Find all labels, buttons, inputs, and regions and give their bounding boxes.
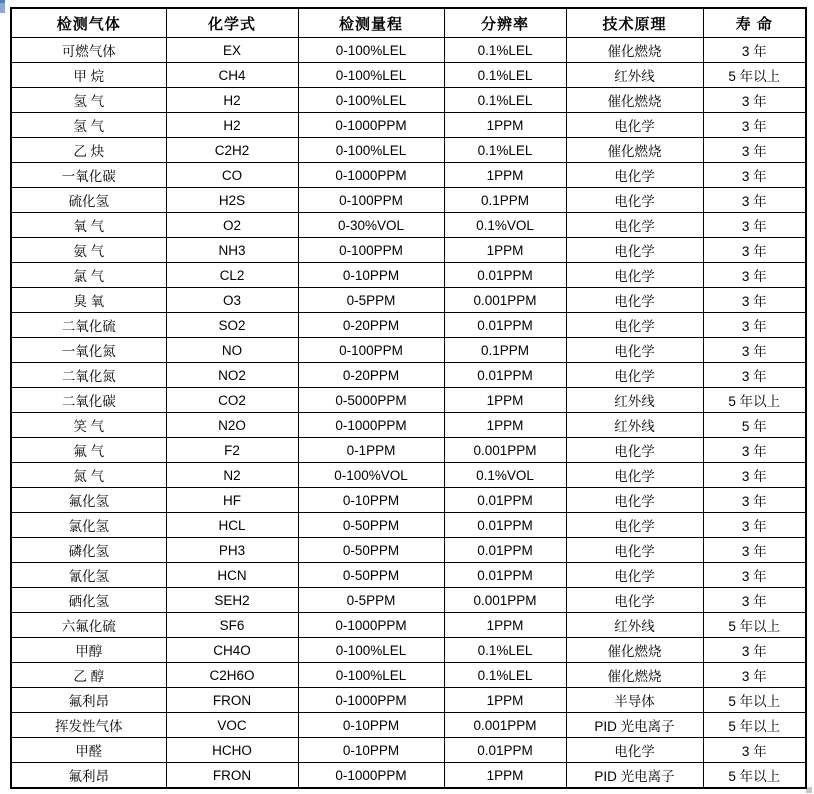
resolution-cell: 0.01PPM [444, 263, 566, 288]
gas-name-cell: 二氧化硫 [11, 313, 166, 338]
lifespan-cell: 5 年以上 [703, 688, 806, 713]
table-row [11, 563, 806, 588]
gas-name-cell: 可燃气体 [11, 38, 166, 63]
table-row [11, 438, 806, 463]
detection-range-cell: 0-50PPM [298, 513, 444, 538]
table-row [11, 388, 806, 413]
chemical-formula-cell: CH4 [166, 63, 298, 88]
lifespan-cell: 3 年 [703, 538, 806, 563]
gas-name-cell: 臭 氧 [11, 288, 166, 313]
gas-name-cell: 氯化氢 [11, 513, 166, 538]
gas-name-cell: 氮 气 [11, 463, 166, 488]
technology-principle-cell: 半导体 [566, 688, 703, 713]
lifespan-cell: 3 年 [703, 263, 806, 288]
chemical-formula-cell: NO [166, 338, 298, 363]
lifespan-cell: 3 年 [703, 638, 806, 663]
lifespan-cell: 3 年 [703, 338, 806, 363]
lifespan-cell: 3 年 [703, 363, 806, 388]
gas-name-cell: 一氧化碳 [11, 163, 166, 188]
chemical-formula-cell: PH3 [166, 538, 298, 563]
table-row [11, 113, 806, 138]
chemical-formula-cell: C2H2 [166, 138, 298, 163]
resolution-cell: 0.01PPM [444, 363, 566, 388]
technology-principle-cell: 电化学 [566, 588, 703, 613]
table-row [11, 188, 806, 213]
table-row [11, 363, 806, 388]
gas-name-cell: 挥发性气体 [11, 713, 166, 738]
technology-principle-cell: 红外线 [566, 413, 703, 438]
table-row [11, 238, 806, 263]
chemical-formula-cell: HCN [166, 563, 298, 588]
detection-range-cell: 0-100%LEL [298, 638, 444, 663]
header-resolution: 分辨率 [444, 8, 566, 38]
header-gas-name: 检测气体 [11, 8, 166, 38]
gas-name-cell: 硫化氢 [11, 188, 166, 213]
detection-range-cell: 0-5000PPM [298, 388, 444, 413]
gas-name-cell: 磷化氢 [11, 538, 166, 563]
gas-name-cell: 氢 气 [11, 88, 166, 113]
chemical-formula-cell: N2 [166, 463, 298, 488]
chemical-formula-cell: HCHO [166, 738, 298, 763]
chemical-formula-cell: C2H6O [166, 663, 298, 688]
lifespan-cell: 5 年以上 [703, 763, 806, 789]
gas-name-cell: 甲醇 [11, 638, 166, 663]
table-row [11, 638, 806, 663]
gas-name-cell: 甲 烷 [11, 63, 166, 88]
technology-principle-cell: 红外线 [566, 63, 703, 88]
table-row [11, 588, 806, 613]
detection-range-cell: 0-100PPM [298, 188, 444, 213]
header-chemical-formula: 化学式 [166, 8, 298, 38]
detection-range-cell: 0-100%LEL [298, 38, 444, 63]
resolution-cell: 0.1%LEL [444, 88, 566, 113]
technology-principle-cell: 催化燃烧 [566, 663, 703, 688]
table-row [11, 738, 806, 763]
chemical-formula-cell: CH4O [166, 638, 298, 663]
header-technology-principle: 技术原理 [566, 8, 703, 38]
detection-range-cell: 0-10PPM [298, 488, 444, 513]
table-row [11, 413, 806, 438]
table-row [11, 263, 806, 288]
detection-range-cell: 0-5PPM [298, 288, 444, 313]
lifespan-cell: 3 年 [703, 738, 806, 763]
gas-name-cell: 笑 气 [11, 413, 166, 438]
lifespan-cell: 3 年 [703, 313, 806, 338]
resolution-cell: 0.001PPM [444, 438, 566, 463]
table-row [11, 713, 806, 738]
table-row [11, 688, 806, 713]
lifespan-cell: 3 年 [703, 113, 806, 138]
table-row [11, 538, 806, 563]
resolution-cell: 1PPM [444, 238, 566, 263]
header-detection-range: 检测量程 [298, 8, 444, 38]
gas-name-cell: 甲醛 [11, 738, 166, 763]
resolution-cell: 0.1%LEL [444, 638, 566, 663]
table-row [11, 338, 806, 363]
resolution-cell: 1PPM [444, 413, 566, 438]
chemical-formula-cell: SO2 [166, 313, 298, 338]
lifespan-cell: 3 年 [703, 288, 806, 313]
detection-range-cell: 0-20PPM [298, 363, 444, 388]
chemical-formula-cell: FRON [166, 688, 298, 713]
resolution-cell: 1PPM [444, 613, 566, 638]
detection-range-cell: 0-100%VOL [298, 463, 444, 488]
chemical-formula-cell: SEH2 [166, 588, 298, 613]
resolution-cell: 1PPM [444, 763, 566, 789]
resolution-cell: 0.001PPM [444, 713, 566, 738]
resolution-cell: 1PPM [444, 113, 566, 138]
lifespan-cell: 3 年 [703, 163, 806, 188]
detection-range-cell: 0-10PPM [298, 738, 444, 763]
technology-principle-cell: 电化学 [566, 163, 703, 188]
gas-name-cell: 氟化氢 [11, 488, 166, 513]
chemical-formula-cell: SF6 [166, 613, 298, 638]
gas-name-cell: 氟利昂 [11, 763, 166, 789]
detection-range-cell: 0-50PPM [298, 563, 444, 588]
technology-principle-cell: 电化学 [566, 213, 703, 238]
table-row [11, 63, 806, 88]
resolution-cell: 0.1%LEL [444, 63, 566, 88]
chemical-formula-cell: HF [166, 488, 298, 513]
resolution-cell: 0.01PPM [444, 313, 566, 338]
chemical-formula-cell: F2 [166, 438, 298, 463]
technology-principle-cell: 催化燃烧 [566, 88, 703, 113]
resolution-cell: 1PPM [444, 688, 566, 713]
table-row [11, 463, 806, 488]
resolution-cell: 1PPM [444, 163, 566, 188]
table-row [11, 763, 806, 789]
chemical-formula-cell: EX [166, 38, 298, 63]
resolution-cell: 0.1PPM [444, 188, 566, 213]
technology-principle-cell: PID 光电离子 [566, 763, 703, 789]
detection-range-cell: 0-30%VOL [298, 213, 444, 238]
chemical-formula-cell: CO [166, 163, 298, 188]
technology-principle-cell: 催化燃烧 [566, 638, 703, 663]
lifespan-cell: 3 年 [703, 438, 806, 463]
table-row [11, 38, 806, 63]
technology-principle-cell: 电化学 [566, 738, 703, 763]
technology-principle-cell: 电化学 [566, 288, 703, 313]
lifespan-cell: 5 年以上 [703, 713, 806, 738]
chemical-formula-cell: N2O [166, 413, 298, 438]
selection-handle-top-left [0, 0, 5, 13]
technology-principle-cell: 电化学 [566, 113, 703, 138]
technology-principle-cell: 电化学 [566, 363, 703, 388]
gas-name-cell: 六氟化硫 [11, 613, 166, 638]
table-row [11, 163, 806, 188]
chemical-formula-cell: O2 [166, 213, 298, 238]
technology-principle-cell: 催化燃烧 [566, 138, 703, 163]
lifespan-cell: 5 年以上 [703, 63, 806, 88]
gas-name-cell: 乙 炔 [11, 138, 166, 163]
detection-range-cell: 0-1000PPM [298, 763, 444, 789]
gas-name-cell: 乙 醇 [11, 663, 166, 688]
chemical-formula-cell: H2 [166, 88, 298, 113]
gas-name-cell: 二氧化氮 [11, 363, 166, 388]
detection-range-cell: 0-1PPM [298, 438, 444, 463]
lifespan-cell: 3 年 [703, 463, 806, 488]
resolution-cell: 0.1%LEL [444, 663, 566, 688]
lifespan-cell: 3 年 [703, 238, 806, 263]
resolution-cell: 0.1%LEL [444, 38, 566, 63]
gas-name-cell: 氰化氢 [11, 563, 166, 588]
gas-name-cell: 二氧化碳 [11, 388, 166, 413]
technology-principle-cell: PID 光电离子 [566, 713, 703, 738]
lifespan-cell: 3 年 [703, 88, 806, 113]
detection-range-cell: 0-100PPM [298, 338, 444, 363]
table-row [11, 663, 806, 688]
detection-range-cell: 0-10PPM [298, 263, 444, 288]
lifespan-cell: 5 年以上 [703, 388, 806, 413]
detection-range-cell: 0-1000PPM [298, 613, 444, 638]
table-row [11, 313, 806, 338]
resolution-cell: 1PPM [444, 388, 566, 413]
table-row [11, 488, 806, 513]
technology-principle-cell: 红外线 [566, 613, 703, 638]
detection-range-cell: 0-10PPM [298, 713, 444, 738]
resolution-cell: 0.01PPM [444, 538, 566, 563]
header-lifespan: 寿 命 [703, 8, 806, 38]
chemical-formula-cell: FRON [166, 763, 298, 789]
gas-name-cell: 氢 气 [11, 113, 166, 138]
technology-principle-cell: 电化学 [566, 263, 703, 288]
technology-principle-cell: 电化学 [566, 438, 703, 463]
header-row [11, 8, 806, 38]
detection-range-cell: 0-100%LEL [298, 663, 444, 688]
table-row [11, 513, 806, 538]
lifespan-cell: 3 年 [703, 188, 806, 213]
chemical-formula-cell: CO2 [166, 388, 298, 413]
gas-name-cell: 氟利昂 [11, 688, 166, 713]
table-row [11, 138, 806, 163]
lifespan-cell: 3 年 [703, 588, 806, 613]
lifespan-cell: 3 年 [703, 513, 806, 538]
technology-principle-cell: 电化学 [566, 488, 703, 513]
lifespan-cell: 5 年以上 [703, 613, 806, 638]
technology-principle-cell: 电化学 [566, 538, 703, 563]
resolution-cell: 0.01PPM [444, 513, 566, 538]
gas-name-cell: 氟 气 [11, 438, 166, 463]
table-body [11, 38, 806, 789]
technology-principle-cell: 电化学 [566, 188, 703, 213]
resolution-cell: 0.1%VOL [444, 213, 566, 238]
chemical-formula-cell: NO2 [166, 363, 298, 388]
technology-principle-cell: 红外线 [566, 388, 703, 413]
detection-range-cell: 0-100%LEL [298, 138, 444, 163]
detection-range-cell: 0-5PPM [298, 588, 444, 613]
detection-range-cell: 0-20PPM [298, 313, 444, 338]
chemical-formula-cell: VOC [166, 713, 298, 738]
gas-name-cell: 氨 气 [11, 238, 166, 263]
gas-name-cell: 氯 气 [11, 263, 166, 288]
detection-range-cell: 0-1000PPM [298, 113, 444, 138]
lifespan-cell: 3 年 [703, 38, 806, 63]
chemical-formula-cell: HCL [166, 513, 298, 538]
resolution-cell: 0.01PPM [444, 488, 566, 513]
lifespan-cell: 3 年 [703, 563, 806, 588]
detection-range-cell: 0-1000PPM [298, 688, 444, 713]
technology-principle-cell: 电化学 [566, 238, 703, 263]
gas-name-cell: 硒化氢 [11, 588, 166, 613]
gas-name-cell: 一氧化氮 [11, 338, 166, 363]
resolution-cell: 0.01PPM [444, 738, 566, 763]
detection-range-cell: 0-1000PPM [298, 163, 444, 188]
detection-range-cell: 0-100%LEL [298, 88, 444, 113]
resolution-cell: 0.1%VOL [444, 463, 566, 488]
technology-principle-cell: 催化燃烧 [566, 38, 703, 63]
detection-range-cell: 0-50PPM [298, 538, 444, 563]
gas-spec-table [10, 7, 807, 789]
table-row [11, 288, 806, 313]
chemical-formula-cell: H2S [166, 188, 298, 213]
resolution-cell: 0.001PPM [444, 288, 566, 313]
technology-principle-cell: 电化学 [566, 513, 703, 538]
table-row [11, 613, 806, 638]
technology-principle-cell: 电化学 [566, 563, 703, 588]
chemical-formula-cell: CL2 [166, 263, 298, 288]
detection-range-cell: 0-100PPM [298, 238, 444, 263]
lifespan-cell: 3 年 [703, 213, 806, 238]
chemical-formula-cell: O3 [166, 288, 298, 313]
table-row [11, 213, 806, 238]
resolution-cell: 0.1PPM [444, 338, 566, 363]
detection-range-cell: 0-100%LEL [298, 63, 444, 88]
technology-principle-cell: 电化学 [566, 463, 703, 488]
chemical-formula-cell: H2 [166, 113, 298, 138]
gas-name-cell: 氧 气 [11, 213, 166, 238]
resolution-cell: 0.001PPM [444, 588, 566, 613]
resolution-cell: 0.1%LEL [444, 138, 566, 163]
detection-range-cell: 0-1000PPM [298, 413, 444, 438]
resolution-cell: 0.01PPM [444, 563, 566, 588]
table-row [11, 88, 806, 113]
technology-principle-cell: 电化学 [566, 338, 703, 363]
lifespan-cell: 3 年 [703, 138, 806, 163]
lifespan-cell: 3 年 [703, 488, 806, 513]
chemical-formula-cell: NH3 [166, 238, 298, 263]
lifespan-cell: 5 年 [703, 413, 806, 438]
technology-principle-cell: 电化学 [566, 313, 703, 338]
lifespan-cell: 3 年 [703, 663, 806, 688]
